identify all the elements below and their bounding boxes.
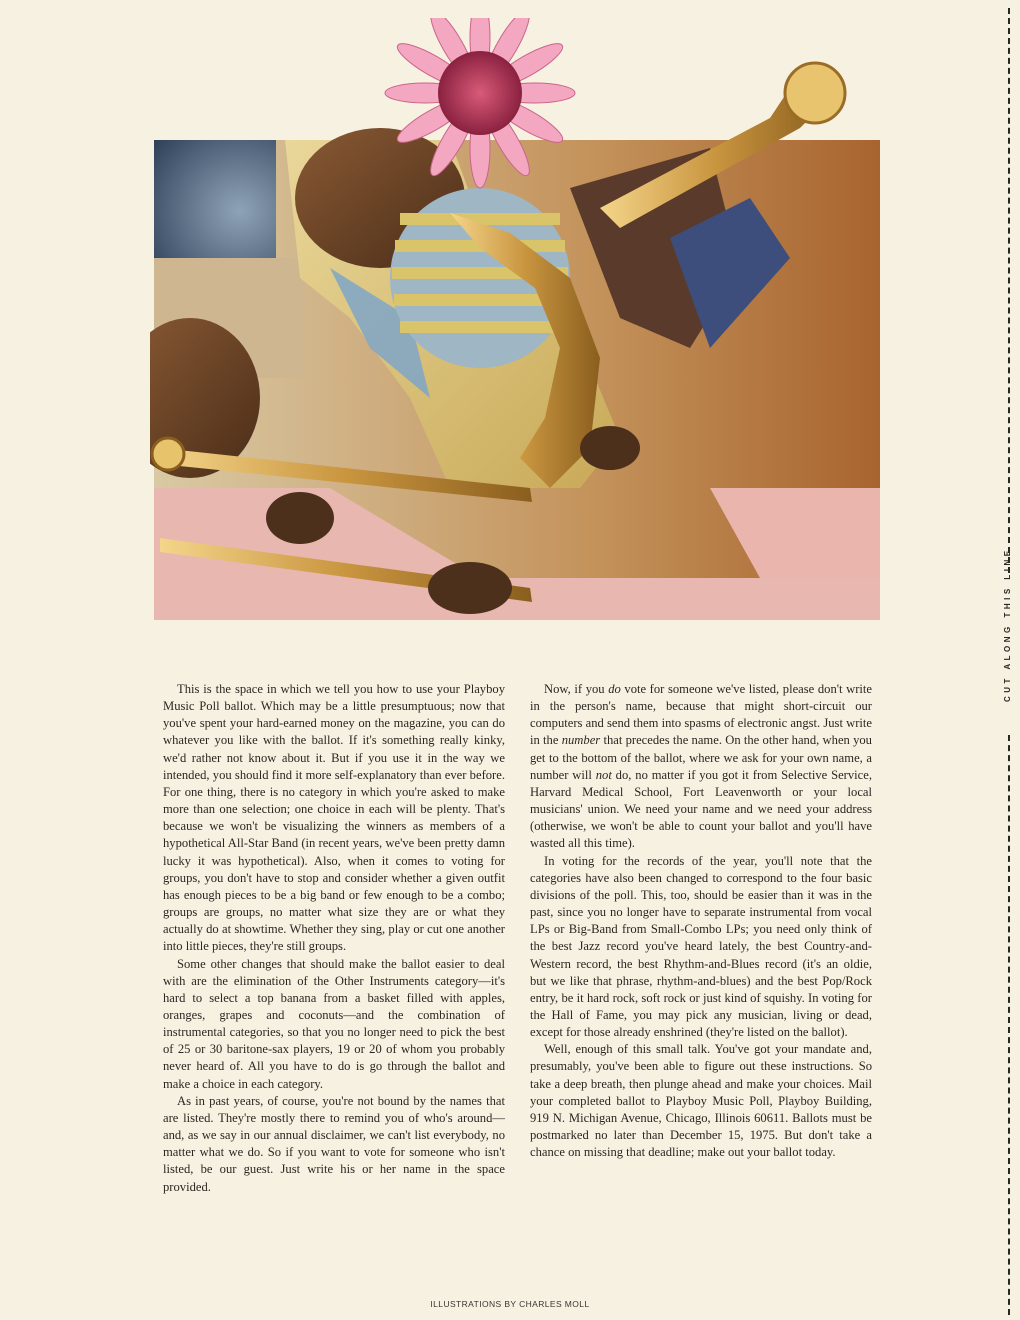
cut-line-dashes <box>1008 735 1010 1315</box>
article-column-left <box>163 681 505 1196</box>
article-column-right <box>530 681 872 1161</box>
paragraph: Well, enough of this small talk. You've got your mandate and, presumably, you've been able to figure out these instructions. So take a deep breath, then plunge ahead and make your choices. Mail your completed ballot to Playboy Music Poll, Playboy Building, 919 N. Michigan Avenue, Chicago, Illinois 60611. Ballots must be postmarked no later than December 15, 1975. But don't take a chance on missing that deadline; make out your ballot today. <box>530 1042 872 1160</box>
paragraph: Now, if you do vote for someone we've listed, please don't write in the person's name, because that might short-circuit our computers and send them into spasms of electronic angst. Just write in the number that precedes the name. On the other hand, when you get to the bottom of the ballot, where we ask for your own name, a number will not do, no matter if you got it from Selective Service, Harvard Medical School, Fort Leavenworth or your local musicians' union. We need your name and we need your address (otherwise, we won't be able to count your ballot and you'll have wasted all this time). <box>530 682 872 851</box>
paragraph: In voting for the records of the year, you'll note that the categories have also been changed to correspond to the four basic divisions of the poll. This, too, should be easier than it was in the past, since you no longer have to separate instrumental from vocal LPs or Big-Band from Small-Combo LPs; you need only think of the best Jazz record you've heard lately, the best Country-and-Western record, the best Rhythm-and-Blues record (it's an oldie, but we like that phrase, rhythm-and-blues) and the best Pop/Rock entry, be it hard rock, soft rock or just kind of squishy. In voting for the Hall of Fame, you may pick any musician, living or dead, except for those already enshrined (they're listed on the ballot). <box>530 853 872 1040</box>
cut-line <box>1001 0 1017 1320</box>
paragraph: As in past years, of course, you're not bound by the names that are listed. They're mostly there to remind you of who's around—and, as we say in our annual disclaimer, we can't list everybody, no matter what we do. So if you want to vote for someone who isn't listed, be our guest. Just write his or her name in the space provided. <box>163 1093 505 1194</box>
cut-line-label: CUT ALONG THIS LINE <box>1003 547 1012 702</box>
paragraph: Some other changes that should make the ballot easier to deal with are the elimination of the Other Instruments category—it's hard to select a top banana from a basket filled with apples, oranges, grapes and coconuts—and the combination of instrumental categories, so that you no longer need to pick the best of 25 or 30 baritone-sax players, 19 or 20 of whom you probably never heard of. All you have to do is go through the ballot and make a choice in each category. <box>163 956 505 1091</box>
cut-line-dashes <box>1008 8 1010 573</box>
illustration <box>150 18 885 644</box>
paragraph: This is the space in which we tell you how to use your Playboy Music Poll ballot. Which may be a little presumptuous; now that you've spent your hard-earned money on the magazine, you can do whatever you like with the ballot. If it's something really kinky, we'd rather not know about it. But if you use it in the way we intended, you should find it more self-explanatory than ever before. For one thing, there is no category in which you're asked to make more than one selection; one choice in each will be plenty. That's because we won't be visualizing the winners as members of a hypothetical All-Star Band (in recent years, we've been pretty damn lucky it was hypothetical). Also, when it comes to voting for groups, you don't have to stop and consider whether a given outfit has enough pieces to be a big band or few enough to be a combo; groups are groups, no matter what size they are or what they actually do at showtime. Whether they sing, play or cut one another into little pieces, they're still groups. <box>163 682 505 954</box>
illustration-credit: ILLUSTRATIONS BY CHARLES MOLL <box>430 1299 590 1309</box>
jazz-musicians-illustration-icon <box>150 18 885 644</box>
